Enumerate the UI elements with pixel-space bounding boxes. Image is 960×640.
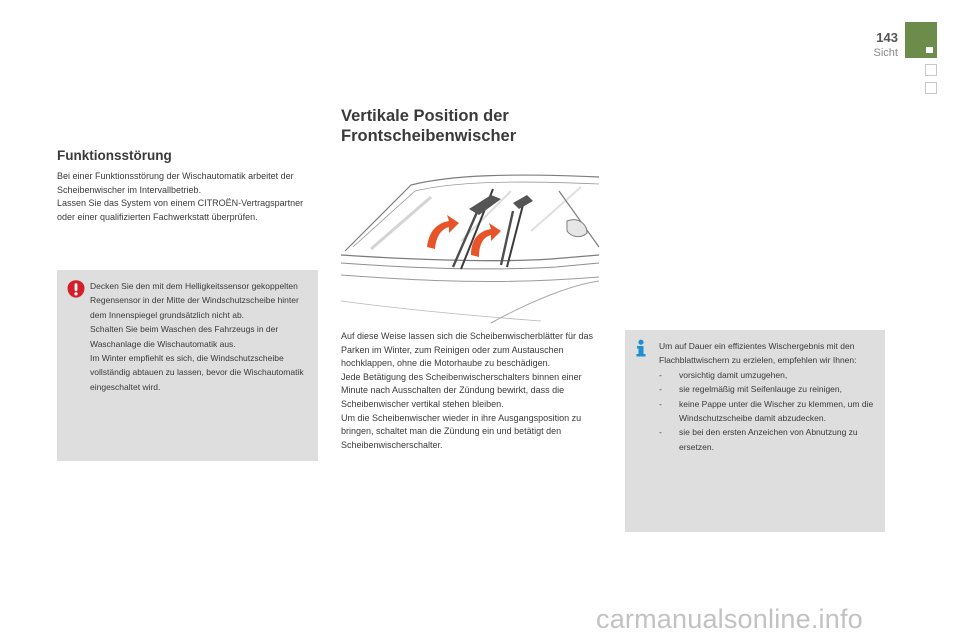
malfunction-paragraph-2: Lassen Sie das System von einem CITROËN-Vertragspartner oder einer qualifizierten Fachwerkstatt überprüfen. [57,198,304,222]
windscreen-wipers-illustration [341,151,601,325]
info-list-item: - keine Pappe unter die Wischer zu klemmen, um die Windschutzscheibe damit abzudecken. [659,397,879,426]
vertical-position-text [341,330,606,452]
info-list-item: - sie regelmäßig mit Seifenlauge zu reinigen, [659,382,879,396]
malfunction-paragraph-1: Bei einer Funktionsstörung der Wischautomatik arbeitet der Scheibenwischer im Intervallbetrieb. [57,171,294,195]
info-box [625,330,885,532]
malfunction-heading: Funktionsstörung [57,148,172,163]
page-title: Vertikale Position der Frontscheibenwischer [341,107,517,145]
info-list-item: - vorsichtig damit umzugehen, [659,368,879,382]
warning-paragraph-3: Im Winter empfiehlt es sich, die Windschutzscheibe vollständig abtauen zu lassen, bevor die Wischautomatik eingeschaltet wird. [90,353,304,392]
info-list [659,368,879,454]
vertical-position-paragraph-3: Um die Scheibenwischer wieder in ihre Ausgangsposition zu bringen, schaltet man die Zündung ein und betätigt den Scheibenwischerschalter. [341,412,582,450]
chapter-tab-empty-2[interactable] [925,82,937,94]
vertical-position-paragraph-2: Jede Betätigung des Scheibenwischerschalters binnen einer Minute nach Ausschalten der Zündung bewirkt, dass die Scheibenwischer vertikal stehen bleiben. [341,371,582,409]
vertical-position-paragraph-1: Auf diese Weise lassen sich die Scheibenwischerblätter für das Parken im Winter, zum Reinigen oder zum Austauschen hochklappen, ohne die Motorhaube zu beschädigen. [341,331,593,369]
warning-box [57,270,318,461]
exclamation-icon [66,279,86,299]
chapter-tab[interactable] [905,22,937,58]
chapter-tab-empty-1[interactable] [925,64,937,76]
malfunction-text [57,170,319,224]
info-icon [634,339,648,357]
warning-text [90,279,312,394]
warning-paragraph-1: Decken Sie den mit dem Helligkeitssensor gekoppelten Regensensor in der Mitte der Windschutzscheibe hinter dem Innenspiegel grundsätzlich nicht ab. [90,281,299,320]
section-label: Sicht [873,47,898,59]
warning-paragraph-2: Schalten Sie beim Waschen des Fahrzeugs in der Waschanlage die Wischautomatik aus. [90,324,279,349]
chapter-tab-marker [926,47,933,53]
info-list-item: - sie bei den ersten Anzeichen von Abnutzung zu ersetzen. [659,425,879,454]
info-intro: Um auf Dauer ein effizientes Wischergebnis mit den Flachblattwischern zu erzielen, empfehlen wir Ihnen: [659,341,857,366]
page-number: 143 [876,30,898,45]
watermark: carmanualsonline.info [596,604,863,634]
info-text [659,339,879,454]
